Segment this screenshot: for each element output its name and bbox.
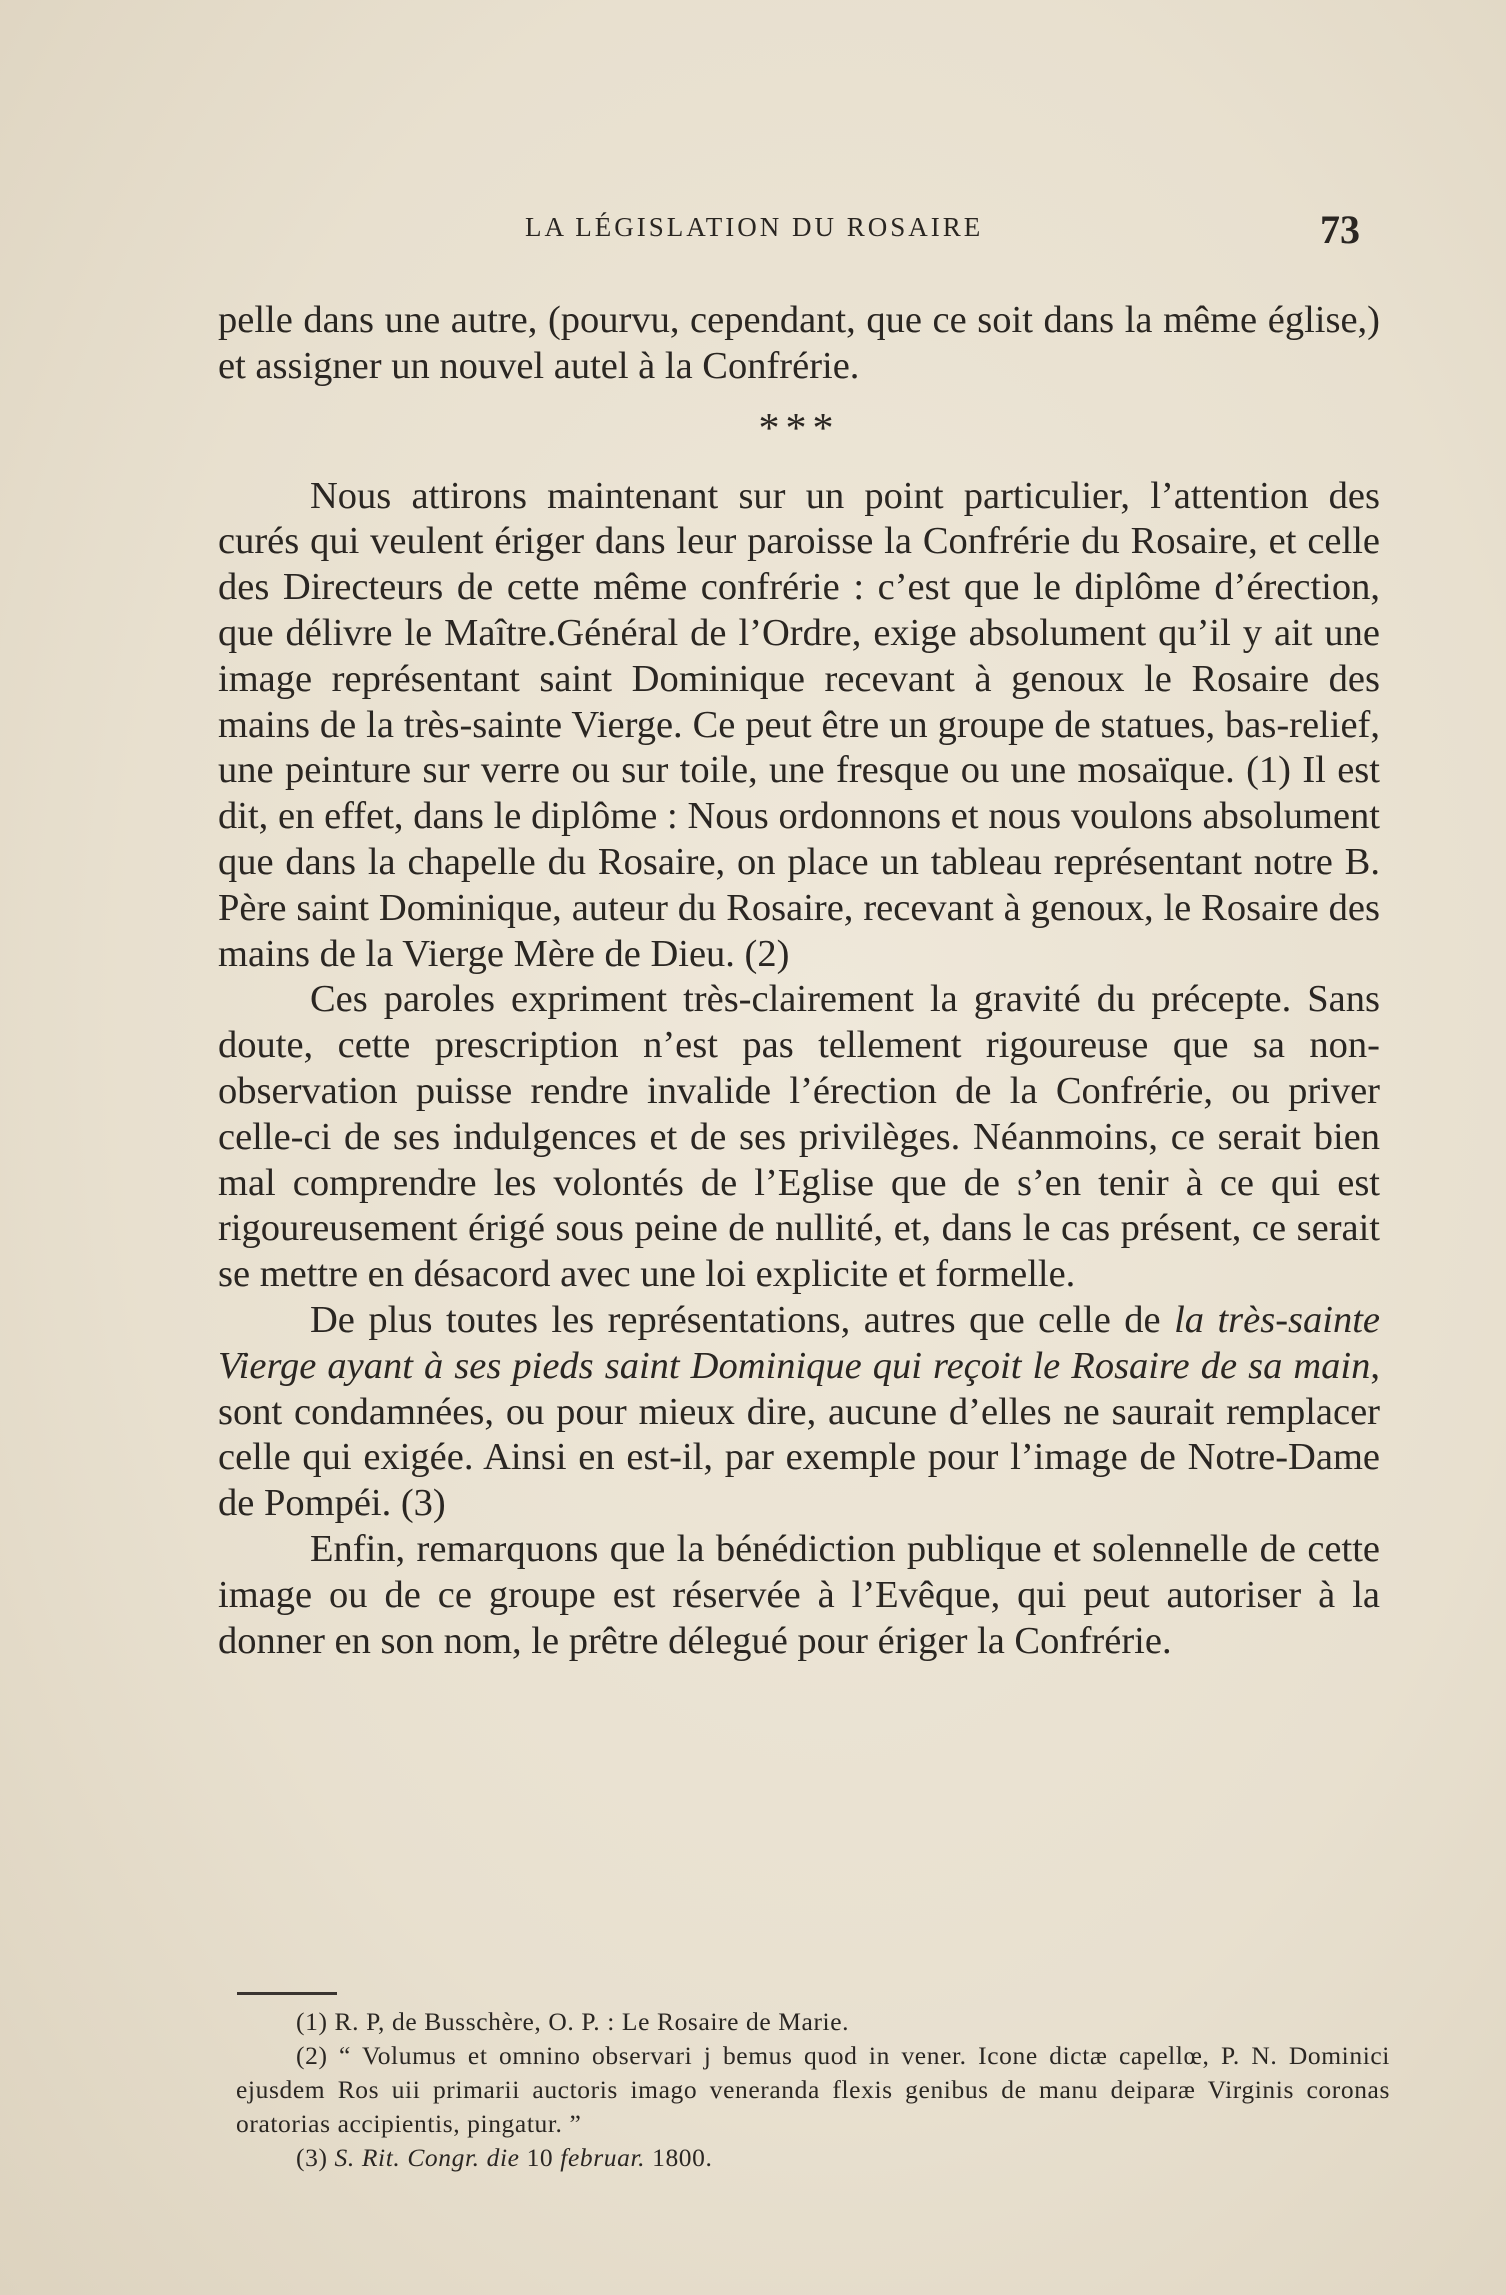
footnote-3-number: (3)	[296, 2143, 328, 2172]
footnote-3-year: 1800.	[652, 2143, 713, 2172]
paragraph-4: Enfin, remarquons que la bénédiction publique et solennelle de cette image ou de ce groupe est réservée à l’Evêque, qui peut autoriser à la donner en son nom, le prêtre délegué pour ériger la Confrérie.	[218, 1527, 1380, 1662]
paragraph-continuation: pelle dans une autre, (pourvu, cependant, que ce soit dans la même église,) et assigner un nouvel autel à la Confrérie.	[218, 299, 1380, 387]
page-number: 73	[1320, 207, 1360, 252]
separator-glyph: ***	[758, 405, 840, 452]
paragraph-3	[218, 1298, 1380, 1527]
paragraph-3-start: De plus toutes les représentations, autres que celle de	[310, 1298, 1175, 1341]
paragraph-3-end: , sont condamnées, ou pour mieux dire, aucune d’elles ne saurait remplacer celle qui exigée. Ainsi en est-il, par exemple pour l’image de Notre-Dame de Pompéi. (3)	[218, 1344, 1380, 1525]
footnote-3-day: 10	[526, 2143, 554, 2172]
footnote-1: (1) R. P, de Busschère, O. P. : Le Rosaire de Marie.	[296, 2007, 850, 2036]
paragraph-1: Nous attirons maintenant sur un point particulier, l’attention des curés qui veulent ériger dans leur paroisse la Confrérie du Rosaire, et celle des Directeurs de cette même confrérie : c’est que le diplôme d’érection, que délivre le Maître.Général de l’Ordre, exige absolument qu’il y ait une image représentant saint Dominique recevant à genoux le Rosaire des mains de la très-sainte Vierge. Ce peut être un groupe de statues, bas-relief, une peinture sur verre ou sur toile, une fresque ou une mosaïque. (1) Il est dit, en effet, dans le diplôme : Nous ordonnons et nous voulons absolument que dans la chapelle du Rosaire, on place un tableau représentant notre B. Père saint Dominique, auteur du Rosaire, recevant à genoux, le Rosaire des mains de la Vierge Mère de Dieu. (2)	[218, 474, 1380, 975]
paragraph-2: Ces paroles expriment très-clairement la gravité du précepte. Sans doute, cette prescription n’est pas tellement rigoureuse que sa non-observation puisse rendre invalide l’érection de la Confrérie, ou priver celle-ci de ses indulgences et de ses privilèges. Néanmoins, ce serait bien mal comprendre les volontés de l’Eglise que de s’en tenir à ce qui est rigoureusement érigé sous peine de nullité, et, dans le cas présent, ce serait se mettre en désacord avec une loi explicite et formelle.	[218, 978, 1380, 1296]
footnote-3-source: S. Rit. Congr. die	[334, 2143, 520, 2172]
running-title: LA LÉGISLATION DU ROSAIRE	[525, 212, 984, 242]
footnote-rule	[237, 1992, 337, 1995]
section-separator	[218, 402, 1380, 456]
footnotes	[236, 2005, 1390, 2175]
footnote-3	[236, 2141, 1390, 2175]
paragraph-3-italic: la très-sainte Vierge ayant à ses pieds saint Dominique qui reçoit le Rosaire de sa main	[218, 1298, 1380, 1387]
footnote-3-month: februar.	[560, 2143, 646, 2172]
footnote-2: (2) “ Volumus et omnino observari j bemus quod in vener. Icone dictæ capellœ, P. N. Dominici ejusdem Ros uii primarii auctoris imago veneranda flexis genibus de manu deiparæ Virginis coronas oratorias accipientis, pingatur. ”	[236, 2041, 1390, 2138]
body-text	[218, 298, 1380, 1664]
